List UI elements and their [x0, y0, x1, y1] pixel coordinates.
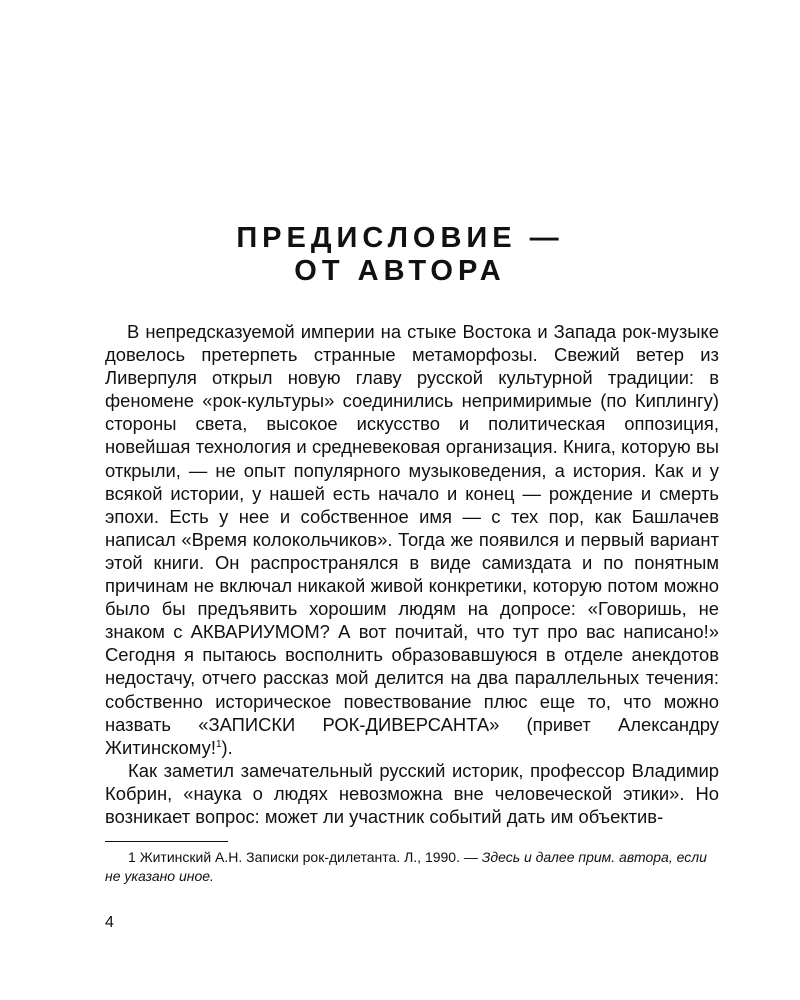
paragraph-1-tail: ).: [221, 736, 233, 758]
chapter-heading: [0, 222, 800, 288]
footnote-number: 1: [128, 849, 136, 865]
footnote-text: Житинский А.Н. Записки рок-дилетанта. Л., 1990. —: [139, 849, 478, 865]
chapter-heading-line-1: ПРЕДИСЛОВИЕ —: [236, 222, 564, 254]
footnote-divider: [105, 841, 228, 842]
body-text: [105, 320, 719, 828]
page-number: 4: [105, 914, 114, 931]
footnote-reference: 1: [215, 738, 222, 750]
chapter-heading-line-2: ОТ АВТОРА: [294, 255, 506, 287]
paragraph-2: [105, 759, 719, 828]
paragraph-1-text: В непредсказуемой империи на стыке Востока и Запада рок-музыке довелось претерпеть странные метаморфозы. Свежий ветер из Ливерпуля открыл новую главу русской культурной традиции: в феномене «рок-культуры» соединились непримиримые (по Киплингу) стороны света, высокое искусство и политическая оппозиция, новейшая технология и средневековая организация. Книга, которую вы открыли, — не опыт популярного музыковедения, а история. Как и у всякой истории, у нашей есть начало и конец — рождение и смерть эпохи. Есть у нее и собственное имя — с тех пор, как Башлачев написал «Время колокольчиков». Тогда же появился и первый вариант этой книги. Он распространялся в виде самиздата и по понятным причинам не включал никакой живой конкретики, которую потом можно было бы предъявить хорошим людям на допросе: «Говоришь, не знаком с АКВАРИУМОМ? А вот почитай, что тут про вас написано!» Сегодня я пытаюсь восполнить образовавшуюся в отделе анекдотов недостачу, отчего рассказ мой делится на два параллельных течения: собственно историческое повествование плюс еще то, что можно назвать «ЗАПИСКИ РОК-ДИВЕРСАНТА» (привет Александру Житинскому!: [105, 321, 719, 758]
footnote: [105, 848, 719, 886]
paragraph-2-text: Как заметил замечательный русский историк, профессор Владимир Кобрин, «наука о людях невозможна вне человеческой этики». Но возникает вопрос: может ли участник событий дать им объектив-: [105, 759, 719, 827]
paragraph-1: [105, 320, 719, 759]
footnote-italic-text: Здесь и далее прим. автора, если не указано иное.: [105, 849, 707, 884]
